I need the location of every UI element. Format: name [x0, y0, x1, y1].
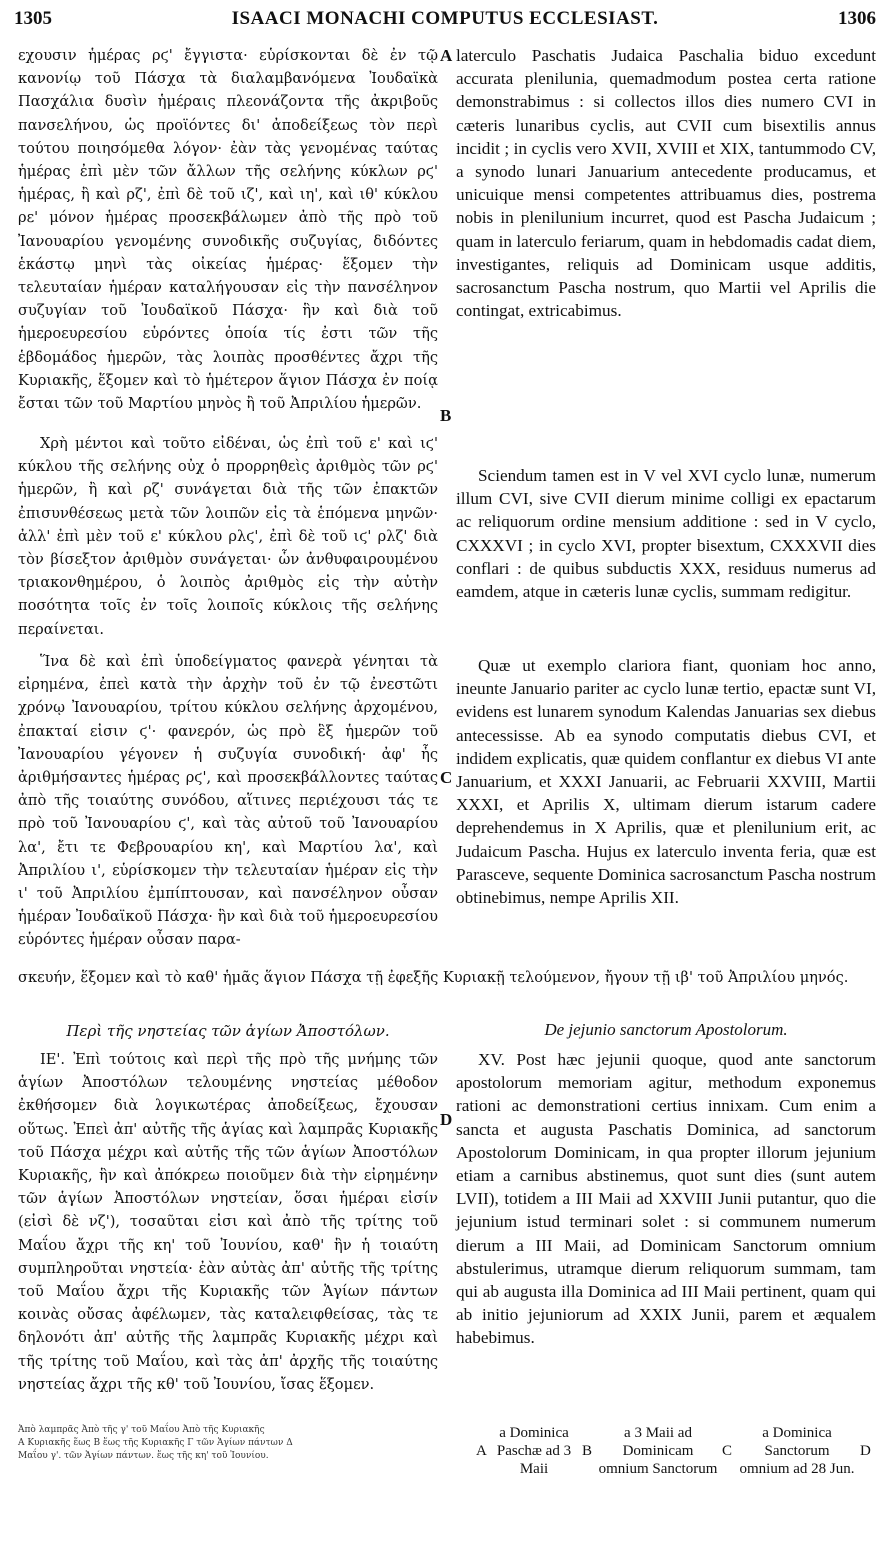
greek-table-row-1: Ἀπὸ λαμπρᾶς Ἀπὸ τῆς γ' τοῦ Μαΐου Ἀπὸ τῆς Κυριακῆς	[18, 1425, 265, 1435]
latin-section-heading: De jejunio sanctorum Apostolorum.	[544, 1020, 788, 1039]
greek-column-lower	[18, 650, 438, 952]
latin-column-mid	[456, 464, 876, 603]
margin-marker-d: D	[440, 1110, 453, 1129]
running-title: ISAACI MONACHI COMPUTUS ECCLESIAST.	[231, 8, 659, 29]
latin-column-lower	[456, 654, 876, 909]
greek-section-heading: Περὶ τῆς νηστείας τῶν ἁγίων Ἀποστόλων.	[66, 1022, 390, 1040]
latin-paragraph-1: laterculo Paschatis Judaica Paschalia biduo excedunt accurata plenilunia, quemadmodum postea certa ratione demonstrabimus : si collectos illos dies numero CVI in cæteris lunaribus cyclis, aut CVII cum bisextilis annus incidit ; in cyclis vero XVII, XVIII et XIX, tantummodo CV, a synodo lunari Januarium antecedente producamus, et unicuique mensi competentes attribuamus dies, postrema nobis in plenilunium incurret, quod est Pascha Judaicum ; quam in laterculo feriarum, quam in hebdomadis cadat diem, investigantes, reliquis ad Dominicam usque additis, sacrosanctum Pascha nostrum, quo Martii vel Aprilis die contingat, extricabimus.	[456, 46, 876, 321]
latin-table-cell-c: a Dominica Sanctorum omnium ad 28 Jun.	[739, 1425, 855, 1477]
right-page-number: 1306	[838, 8, 876, 29]
latin-table-cell-b: a 3 Maii ad Dominicam omnium Sanctorum	[598, 1425, 718, 1477]
greek-summary-table	[18, 1424, 438, 1463]
greek-paragraph-2: Χρὴ μέντοι καὶ τοῦτο εἰδέναι, ὡς ἐπὶ τοῦ ε' καὶ ιϛ' κύκλου τῆς σελήνης οὐχ ὁ προρρηθεὶς ἀριθμὸς τῶν ρϛ' ἡμερῶν, ἢ καὶ ρζ' συνάγεται διὰ τῆς τῶν ἐπακτῶν ἐπισυνθέσεως μετὰ τῶν λοιπῶν εἰς τὰ ἑπόμενα μηνῶν· ἀλλ' ἐπὶ μὲν τοῦ ε' κύκλου ρλϛ', ἐπὶ δὲ τοῦ ιϛ' ρλζ' διὰ τὸν βίσεξτον ἀριθμὸν συνάγεται· ὧν ἀνθυφαιρουμένου τριακονθημέρου, ὁ λοιπὸς ἀριθμὸς εἰς τὴν αὐτὴν ποσότητα τοῖς ἐν τοῖς λοιποῖς κύκλοις τῆς σελήνης περαίνεται.	[18, 435, 438, 638]
greek-spanning-line: σκευήν, ἕξομεν καὶ τὸ καθ' ἡμᾶς ἅγιον Πάσχα τῇ ἐφεξῆς Κυριακῇ τελούμενον, ἤγουν τῇ ιβ' τοῦ Ἀπριλίου μηνός.	[18, 969, 849, 986]
latin-table-label-a: A	[476, 1443, 487, 1459]
greek-paragraph-1: εχουσιν ἡμέρας ρϛ' ἔγγιστα· εὑρίσκονται δὲ ἐν τῷ κανονίῳ τοῦ Πάσχα τὰ διαλαμβανόμενα Ἰουδαϊκὰ Πασχάλια δυσὶν ἡμέραις πλεονάζοντα τῆς ἀκριβοῦς πανσελήνου, ὡς προϊόντες δι' ἀποδείξεως τὸν περὶ τούτου ποιησόμεθα λόγον· ἐὰν τὰς γενομένας ταύτας ἡμέρας ἐπὶ μὲν τῶν ἄλλων τῆς σελήνης κύκλων ρϛ' ἡμέρας, ἢ καὶ ρζ', ἐπὶ δὲ τοῦ ιζ', καὶ ιη', καὶ ιθ' κύκλου ρε' μόνον ἡμέρας προσεκβάλωμεν ἀπὸ τῆς πρὸ τοῦ Ἰανουαρίου γενομένης συνοδικῆς συζυγίας, διδόντες ἑκάστῳ μηνὶ τὰς οἰκείας ἡμέρας· ἕξομεν τὴν τελευταίαν ἡμέραν καταλήγουσαν εἰς τὴν πανσέληνον συζυγίαν τοῦ Ἰουδαϊκοῦ Πάσχα· ἣν καὶ διὰ τοῦ ἡμεροευρεσίου εὑρόντες ὁποία τίς ἐστι τῶν τῆς ἑβδομάδος ἡμερῶν, τὰς λοιπὰς προσθέντες ἄχρι τῆς Κυριακῆς, ἕξομεν καὶ τὸ ἡμέτερον ἅγιον Πάσχα ἐν ποίᾳ ἔσται τῶν τοῦ Μαρτίου μηνὸς ἢ τοῦ Ἀπριλίου ἡμερῶν.	[18, 47, 438, 413]
greek-column-top	[18, 44, 438, 415]
latin-column-top	[456, 44, 876, 322]
latin-column-bottom	[456, 1048, 876, 1350]
latin-paragraph-3: Quæ ut exemplo clariora fiant, quoniam hoc anno, ineunte Januario pariter ac cyclo lunæ tertio, epactæ sunt VI, evidens est lunarem synodum Kalendas Januarias sex diebus antecessisse. Ab ea synodo computatis diebus CVI, et indidem explicatis, quæ quidem conflantur ex diebus VI ante Januarium, et XXXI Januarii, ac Februarii XXVIII, Martii XXXI, et Aprilis X, ultimam dierum istarum cadere deprehendemus in X Aprilis, quæ et plenilunium erit, ac Judaicum Pascha. Hujus ex laterculo inventa feria, quæ est Parasceve, sequente Dominica sacrosanctum Pascha nostrum obtinebimus, nempe Aprilis XII.	[456, 656, 877, 908]
greek-column-mid	[18, 432, 438, 641]
greek-paragraph-3: Ἵνα δὲ καὶ ἐπὶ ὑποδείγματος φανερὰ γένηται τὰ εἰρημένα, ἐπεὶ κατὰ τὴν ἀρχὴν τοῦ ἐν τῷ ἐνεστῶτι χρόνῳ Ἰανουαρίου, τρίτου κύκλου σελήνης ἀρχομένου, ἐπακταί εἰσιν ϛ'· φανερόν, ὡς πρὸ ἓξ ἡμερῶν τοῦ Ἰανουαρίου γέγονεν ἡ συζυγία συνοδική· ἀφ' ἧς ἀριθμήσαντες ἡμέρας ρϛ', καὶ προσεκβάλλοντες ταύτας ἀπὸ τῆς τοιαύτης συνόδου, αἵτινες περιέχουσι τάς τε πρὸ τοῦ Ἰανουαρίου ϛ', καὶ τὰς αὐτοῦ τοῦ Ἰανουαρίου λα', ἔτι τε Φεβρουαρίου κη', καὶ Μαρτίου λα', καὶ Ἀπριλίου ι', εὑρίσκομεν τὴν τελευταίαν ἡμέραν εἰς τὴν ι' τοῦ Ἀπριλίου ἐμπίπτουσαν, καὶ πανσέληνον οὖσαν ἡμέραν Ἰουδαϊκοῦ Πάσχα· ἣν καὶ διὰ τοῦ ἡμεροευρεσίου εὑρόντες ἡμέραν οὖσαν παρα-	[18, 653, 438, 949]
latin-summary-table	[476, 1424, 876, 1484]
margin-marker-c: C	[440, 768, 453, 787]
latin-table-cell-a: a Dominica Paschæ ad 3 Maii	[496, 1425, 572, 1477]
greek-column-bottom	[18, 1048, 438, 1396]
greek-table-row-2: Α Κυριακῆς ἕως Β ἕως τῆς Κυριακῆς Γ τῶν Ἁγίων πάντων Δ	[18, 1438, 293, 1448]
latin-table-label-c: C	[722, 1443, 733, 1459]
left-page-number: 1305	[14, 8, 52, 29]
page-header	[14, 8, 876, 38]
latin-table-label-b: B	[582, 1443, 593, 1459]
latin-paragraph-2: Sciendum tamen est in V vel XVI cyclo lunæ, numerum illum CVI, sive CVII dierum minime colligi ex epactarum ac reliquorum ordine mensium additione : sed in V cyclo, CXXXVI ; in cyclo XVI, propter bisextum, CXXXVII dies conflari : de quibus subductis XXX, residuus numerus ad eamdem, atque in cæteris lunæ cyclis, summam redigitur.	[456, 466, 876, 602]
greek-table-row-3: Μαΐου γ'. τῶν Ἁγίων πάντων. ἕως τῆς κη' τοῦ Ἰουνίου.	[18, 1451, 269, 1461]
margin-marker-a: A	[440, 46, 453, 65]
greek-paragraph-4: ΙΕ'. Ἐπὶ τούτοις καὶ περὶ τῆς πρὸ τῆς μνήμης τῶν ἁγίων Ἀποστόλων τελουμένης νηστείας μέθοδον ἐκθήσομεν διὰ λογικωτέρας ἀποδείξεως, ἔχουσαν οὕτως. Ἐπεὶ ἀπ' αὐτῆς τῆς ἁγίας καὶ λαμπρᾶς Κυριακῆς τοῦ Πάσχα μέχρι καὶ αὐτῆς τῆς τῶν ἁγίων Ἀποστόλων Κυριακῆς, ἣν καὶ ἀπόκρεω ποιοῦμεν διὰ τὴν εἰρημένην τῶν ἁγίων Ἀποστόλων νηστείαν, ὅσαι ἡμέραι εἰσίν (εἰσὶ δὲ νζ'), τοσαῦται εἰσι καὶ ἀπὸ τῆς τρίτης τοῦ Μαΐου ἄχρι τῆς κη' τοῦ Ἰουνίου, καθ' ἣν ἡ τοιαύτη συμπληροῦται νηστεία· ἐὰν αὐτὰς ἀπ' αὐτῆς τῆς τρίτης τοῦ Μαΐου ἄχρι τῆς Κυριακῆς τῶν Ἁγίων πάντων κοινὰς οὔσας ἀφέλωμεν, τὰς καταλειφθείσας, τὰς τε δηλονότι ἀπ' αὐτῆς τῆς λαμπρᾶς Κυριακῆς μέχρι καὶ τῆς τρίτης τοῦ Μαΐου, καὶ τὰς ἀπ' ἀρχῆς τῆς τοιαύτης νηστείας ἄχρι τῆς κθ' τοῦ Ἰουνίου, ἴσας ἕξομεν.	[18, 1051, 438, 1393]
latin-paragraph-4: XV. Post hæc jejunii quoque, quod ante sanctorum apostolorum memoriam agitur, methodum exponemus rationi ac demonstrationi certius innixam. Cum enim a sancta et augusta Paschatis Dominica, ad sanctorum Apostolorum Dominicam, in qua propter illorum jejunium etiam a carnibus abstinemus, quot sunt dies (sunt autem LVII), totidem a III Maii ad XXVIII Junii putantur, quo die jejunium istud terminari solet : si communem numerum dierum a III Maii, ad Dominicam Sanctorum omnium abstulerimus, utramque dierum reliquorum summam, tam qui ab augusta illa Dominica ad III Maii pertinent, quam qui ab initio jejuniorum ad XXIX Junii, parem et æqualem habebimus.	[456, 1050, 876, 1348]
latin-table-label-d: D	[860, 1443, 871, 1459]
margin-marker-b: B	[440, 406, 452, 425]
